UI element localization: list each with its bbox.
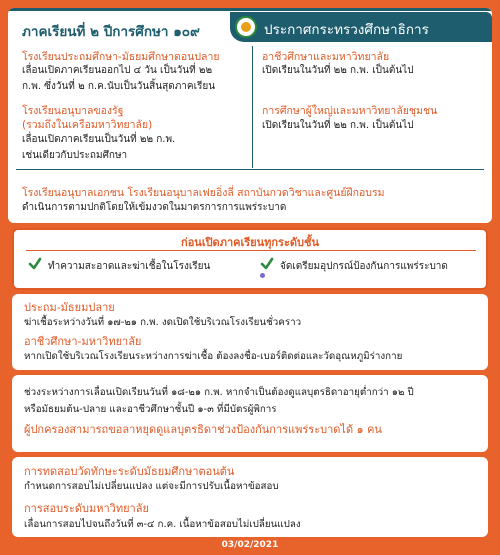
card3-text-1: กำหนดการสอบไม่เปลี่ยนแปลง แต่จะมีการปรับเนื้อหาข้อสอบ	[24, 481, 279, 492]
card3-title-2: การสอบระดับมหาวิทยาลัย	[24, 502, 149, 515]
exams-card	[12, 457, 488, 537]
private-schools-title: โรงเรียนอนุบาลเอกชน โรงเรียนอนุบาลเฟยอิ่งลี่ สถาบันกวดวิชาและศูนย์ฝึกอบรม	[22, 187, 385, 199]
vocational-title: อาชีวศึกษาและมหาวิทยาลัย	[262, 51, 390, 63]
check-icon	[260, 257, 274, 271]
card3-text-2: เลื่อนการสอบไปจนถึงวันที่ ๓-๔ ก.ค. เนื้อหาข้อสอบไม่เปลี่ยนแปลง	[24, 519, 301, 530]
check-icon	[28, 257, 42, 271]
parent-leave-card	[12, 375, 488, 452]
card2-line-3: ผู้ปกครองสามารถขอลาหยุดดูแลบุตรธิดาช่วงป้องกันการแพร่ระบาดได้ ๑ คน	[24, 423, 382, 436]
vocational-line: เปิดเรียนในวันที่ ๒๒ ก.พ. เป็นต้นไป	[262, 65, 414, 76]
top-divider	[8, 8, 492, 11]
card3-title-1: การทดสอบวัดทักษะระดับมัธยมศึกษาตอนต้น	[24, 465, 235, 478]
vertical-divider	[252, 46, 253, 168]
horizontal-divider	[16, 169, 484, 170]
adult-education-line: เปิดเรียนในวันที่ ๒๒ ก.พ. เป็นต้นไป	[262, 120, 414, 131]
card1-text-1: ฆ่าเชื้อระหว่างวันที่ ๑๗-๒๑ ก.พ. งดเปิดใช้บริเวณโรงเรียนชั่วคราว	[24, 317, 302, 328]
kindergarten-line-2: เช่นเดียวกับประถมศึกษา	[22, 150, 128, 161]
disinfection-card	[12, 294, 488, 370]
card2-line-2: หรือมัธยมต้น-ปลาย และอาชีวศึกษาชั้นปี ๑-๓ ที่มีบัตรผู้พิการ	[24, 404, 277, 415]
adult-education-title: การศึกษาผู้ใหญ่และมหาวิทยาลัยชุมชน	[262, 105, 438, 117]
kindergarten-line-1: เลื่อนเปิดภาคเรียนเป็นวันที่ ๒๒ ก.พ.	[22, 134, 176, 145]
banner-item-clean: ทำความสะอาดและฆ่าเชื้อในโรงเรียน	[48, 261, 211, 272]
banner-title: ก่อนเปิดภาคเรียนทุกระดับชั้น	[181, 236, 319, 249]
card2-line-1: ช่วงระหว่างการเลื่อนเปิดเรียนวันที่ ๑๘-๒๑ ก.พ. หากจำเป็นต้องดูแลบุตรธิดาอายุต่ำกว่า ๑๒ ปี	[24, 387, 414, 398]
secondary-title: โรงเรียนประถมศึกษา-มัธยมศึกษาตอนปลาย	[22, 51, 220, 63]
card1-text-2: หากเปิดใช้บริเวณโรงเรียนระหว่างการฆ่าเชื้อ ต้องลงชื่อ-เบอร์ติดต่อและวัดอุณหภูมิร่างกาย	[24, 351, 403, 362]
publish-date: 03/02/2021	[221, 540, 279, 550]
semester-title: ภาคเรียนที่ ๒ ปีการศึกษา ๑๐๙	[22, 24, 200, 40]
before-opening-banner	[12, 228, 488, 290]
bullet-dot-icon	[260, 273, 265, 278]
private-schools-line: ดำเนินการตามปกติโดยให้เข้มงวดในมาตรการการแพร่ระบาด	[22, 202, 287, 213]
kindergarten-title: โรงเรียนอนุบาลของรัฐ	[22, 105, 124, 117]
announcement-panel	[8, 8, 492, 223]
announcement-title: ประกาศกระทรวงศึกษาธิการ	[264, 22, 429, 38]
ministry-emblem-icon	[235, 16, 257, 38]
announcement-bar	[230, 12, 492, 42]
kindergarten-subtitle: (รวมถึงในเครือมหาวิทยาลัย)	[22, 119, 153, 131]
banner-item-equipment: จัดเตรียมอุปกรณ์ป้องกันการแพร่ระบาด	[280, 261, 448, 272]
card1-title-1: ประถม-มัธยมปลาย	[24, 301, 115, 314]
card1-title-2: อาชีวศึกษา-มหาวิทยาลัย	[24, 335, 142, 348]
secondary-line-2: ก.พ. ซึ่งวันที่ ๒ ก.ค.นับเป็นวันสิ้นสุดภาคเรียน	[22, 81, 216, 92]
banner-divider	[26, 250, 476, 251]
secondary-line-1: เลื่อนเปิดภาคเรียนออกไป ๔ วัน เป็นวันที่ ๒๒	[22, 65, 213, 76]
